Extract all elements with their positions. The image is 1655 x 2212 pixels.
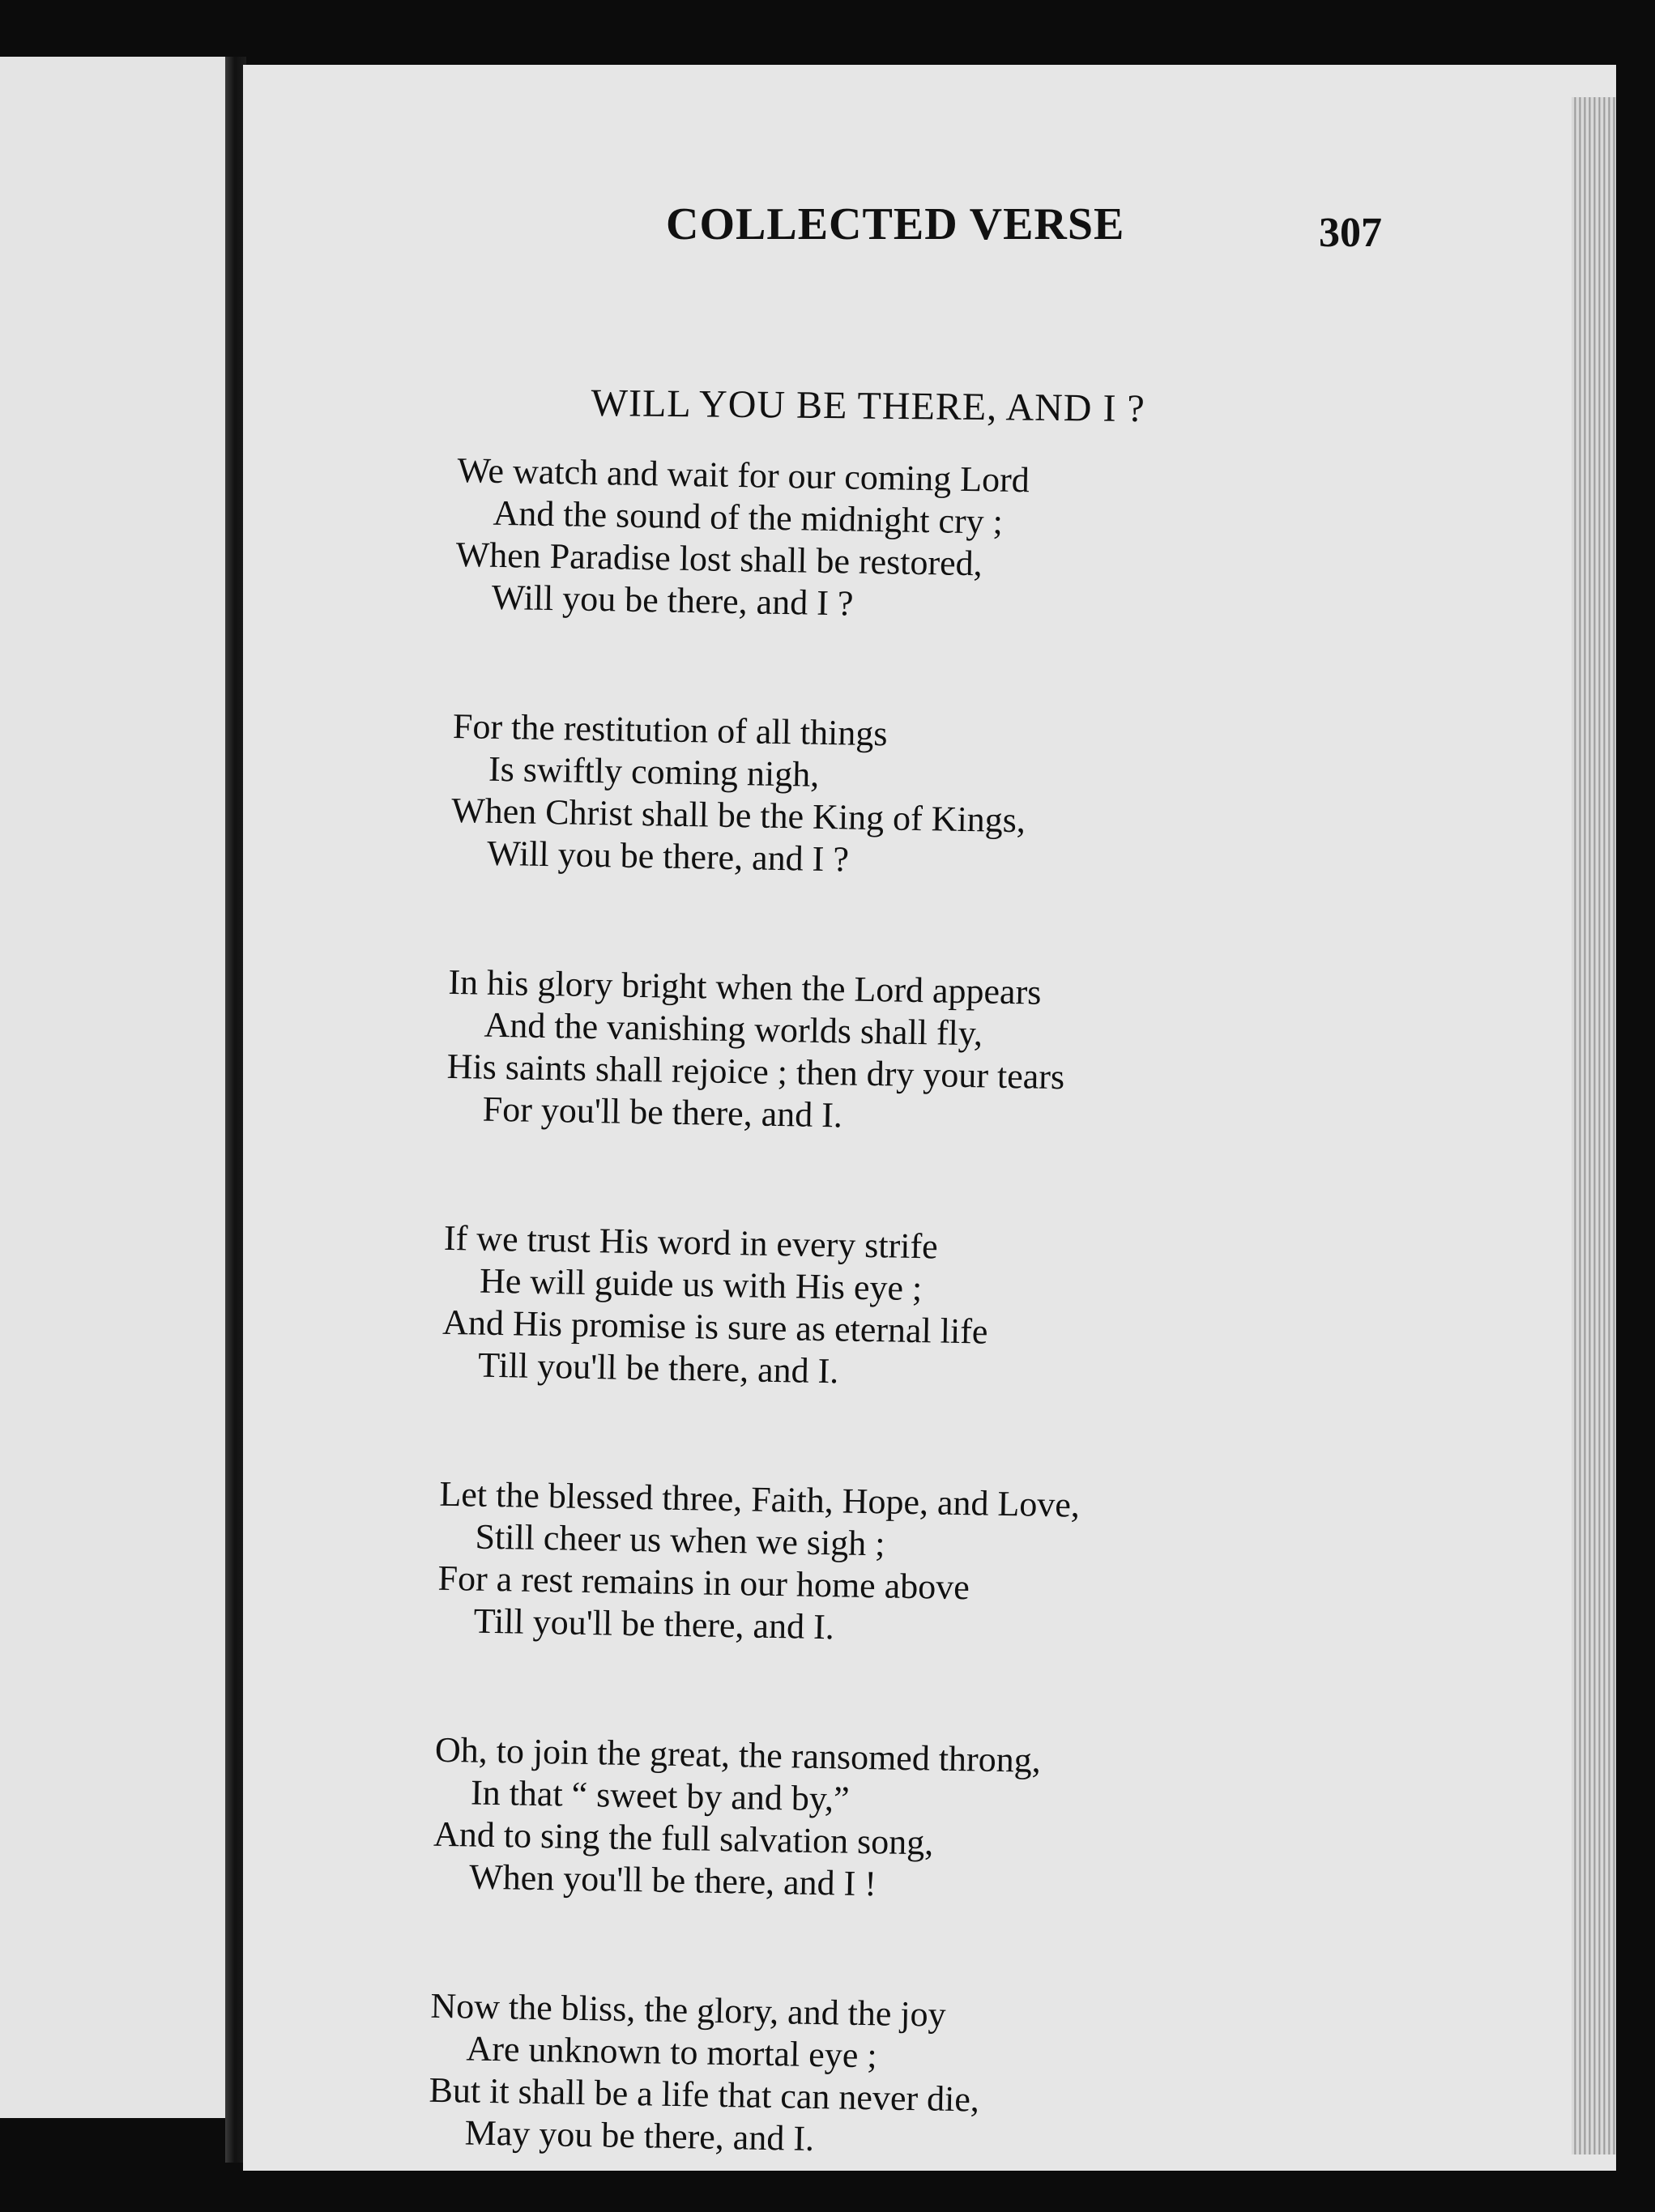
poem-line: But it shall be a life that can never die, <box>429 2069 980 2120</box>
running-header: COLLECTED VERSE <box>666 199 1125 249</box>
poem-body <box>426 450 1299 2212</box>
poem-line: Now the bliss, the glory, and the joy <box>430 1985 947 2035</box>
poem-line: Till you'll be there, and I. <box>473 1600 835 1647</box>
poem-line: In his glory bright when the Lord appears <box>448 961 1042 1012</box>
poem-line: When you'll be there, and I ! <box>468 1856 877 1904</box>
poem-line: Oh, to join the great, the ransomed throng, <box>434 1729 1042 1780</box>
stanza <box>441 1217 1286 1400</box>
poem-line: Will you be there, and I ? <box>486 833 850 880</box>
poem-line: We watch and wait for our coming Lord <box>457 450 1030 501</box>
poem-line: For a rest remains in our home above <box>437 1558 970 1608</box>
poem-title: WILL YOU BE THERE, AND I ? <box>591 381 1146 431</box>
poem-line: Till you'll be there, and I. <box>477 1345 839 1392</box>
poem-line: And to sing the full salvation song, <box>433 1813 934 1863</box>
poem-line: When Paradise lost shall be restored, <box>455 534 983 584</box>
poem-line: His saints shall rejoice ; then dry your tears <box>446 1046 1065 1097</box>
poem-line: For the restitution of all things <box>452 705 888 754</box>
stanza <box>446 961 1290 1144</box>
poem-line: Still cheer us when we sigh ; <box>475 1516 885 1564</box>
poem-line: And the vanishing worlds shall fly, <box>484 1004 983 1054</box>
stanza <box>450 705 1295 889</box>
stanza <box>433 1729 1278 1912</box>
poem-line: He will guide us with His eye ; <box>479 1260 923 1309</box>
poem-line: Is swiftly coming nigh, <box>488 748 820 795</box>
poem-line: For you'll be there, and I. <box>482 1089 843 1136</box>
poem-line: When Christ shall be the King of Kings, <box>450 790 1026 841</box>
poem-line: Are unknown to mortal eye ; <box>466 2028 878 2076</box>
poem-line: Will you be there, and I ? <box>491 577 854 624</box>
previous-page-edge <box>0 57 231 2118</box>
poem-line: And the sound of the midnight cry ; <box>493 492 1004 542</box>
stanza <box>454 450 1299 633</box>
poem-line: And His promise is sure as eternal life <box>441 1302 988 1352</box>
stanza <box>437 1473 1282 1656</box>
poem-line: May you be there, and I. <box>464 2112 815 2159</box>
poem-line: Let the blessed three, Faith, Hope, and Love, <box>439 1473 1081 1525</box>
poem-line: If we trust His word in every strife <box>443 1217 939 1267</box>
poem-line: In that “ sweet by and by,” <box>470 1772 850 1819</box>
page-number: 307 <box>1319 210 1382 256</box>
stanza <box>428 1985 1273 2168</box>
page-fore-edge <box>1572 97 1616 2154</box>
